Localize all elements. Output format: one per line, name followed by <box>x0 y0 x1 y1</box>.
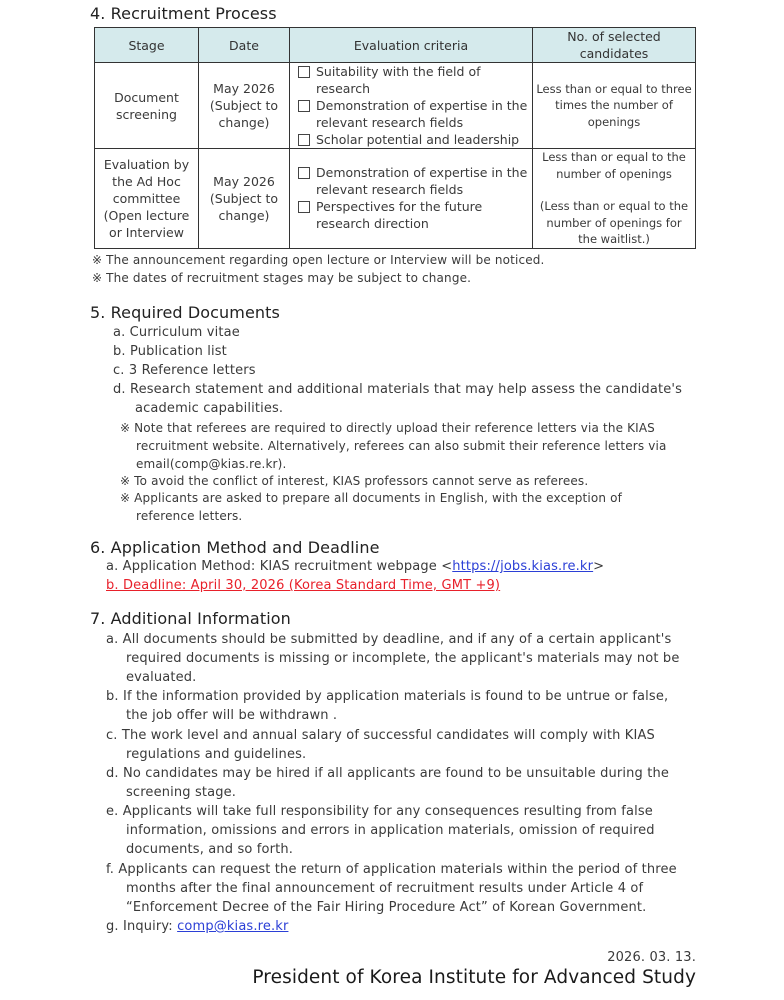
info-item-e-cont: information, omissions and errors in application materials, omission of required <box>126 823 655 838</box>
criteria-item: Demonstration of expertise in the relevant research fields <box>298 164 529 198</box>
info-item-c: c. The work level and annual salary of successful candidates will comply with KIAS <box>106 728 655 743</box>
section-7-heading: 7. Additional Information <box>90 609 291 628</box>
deadline-text: b. Deadline: April 30, 2026 (Korea Standard Time, GMT +9) <box>106 578 501 593</box>
note-conflict-of-interest: ※ To avoid the conflict of interest, KIAS professors cannot serve as referees. <box>120 474 589 488</box>
header-stage: Stage <box>95 28 199 63</box>
info-item-c-cont: regulations and guidelines. <box>126 747 307 762</box>
stage-cell: Document screening <box>95 63 199 149</box>
header-evaluation-criteria: Evaluation criteria <box>290 28 533 63</box>
criteria-item: Perspectives for the future research direction <box>298 198 529 232</box>
jobs-link[interactable]: https://jobs.kias.re.kr <box>452 559 594 574</box>
note-english-documents: ※ Applicants are asked to prepare all documents in English, with the exception of <box>120 491 622 505</box>
info-item-b-cont: the job offer will be withdrawn . <box>126 708 338 723</box>
table-header-row <box>95 28 696 63</box>
info-item-f-cont2: “Enforcement Decree of the Fair Hiring Procedure Act” of Korean Government. <box>126 900 647 915</box>
info-item-a: a. All documents should be submitted by deadline, and if any of a certain applicant's <box>106 632 672 647</box>
info-item-e: e. Applicants will take full responsibility for any consequences resulting from false <box>106 804 653 819</box>
criteria-cell <box>290 63 533 149</box>
note-english-documents-cont: reference letters. <box>136 509 243 523</box>
doc-item-d-cont: academic capabilities. <box>135 401 284 416</box>
checkbox-icon <box>298 134 310 146</box>
doc-item-a: a. Curriculum vitae <box>113 325 240 340</box>
section-6-heading: 6. Application Method and Deadline <box>90 538 380 557</box>
doc-item-c: c. 3 Reference letters <box>113 363 256 378</box>
announcement-date: 2026. 03. 13. <box>607 950 696 965</box>
section-4-heading: 4. Recruitment Process <box>90 4 277 23</box>
table-row <box>95 149 696 249</box>
inquiry-email-link[interactable]: comp@kias.re.kr <box>177 919 289 934</box>
info-item-d-cont: screening stage. <box>126 785 237 800</box>
signature: President of Korea Institute for Advanced Study <box>252 967 696 988</box>
note-referees-upload: ※ Note that referees are required to directly upload their reference letters via the KIAS <box>120 421 655 435</box>
info-item-a-cont: required documents is missing or incomplete, the applicant's materials may not be <box>126 651 680 666</box>
selected-cell: Less than or equal to the number of openings (Less than or equal to the number of openings for the waitlist.) <box>533 149 696 249</box>
info-item-d: d. No candidates may be hired if all applicants are found to be unsuitable during the <box>106 766 670 781</box>
info-item-b: b. If the information provided by application materials is found to be untrue or false, <box>106 689 669 704</box>
info-item-a-cont2: evaluated. <box>126 670 197 685</box>
criteria-item: Demonstration of expertise in the relevant research fields <box>298 97 529 131</box>
info-item-f: f. Applicants can request the return of application materials within the period of three <box>106 862 677 877</box>
info-item-g: g. Inquiry: comp@kias.re.kr <box>106 919 289 934</box>
note-dates-change: ※ The dates of recruitment stages may be subject to change. <box>92 271 472 285</box>
application-method: a. Application Method: KIAS recruitment webpage <https://jobs.kias.re.kr> <box>106 559 605 574</box>
selected-cell: Less than or equal to three times the number of openings <box>533 63 696 149</box>
checkbox-icon <box>298 201 310 213</box>
doc-item-d: d. Research statement and additional materials that may help assess the candidate's <box>113 382 682 397</box>
note-referees-upload-cont: recruitment website. Alternatively, referees can also submit their reference letters via <box>136 439 667 453</box>
info-item-e-cont2: documents, and so forth. <box>126 842 294 857</box>
doc-item-b: b. Publication list <box>113 344 227 359</box>
criteria-item: Scholar potential and leadership <box>298 131 529 148</box>
header-selected-candidates: No. of selected candidates <box>533 28 696 63</box>
info-item-f-cont: months after the final announcement of recruitment results under Article 4 of <box>126 881 644 896</box>
checkbox-icon <box>298 167 310 179</box>
date-cell: May 2026 (Subject to change) <box>199 149 290 249</box>
stage-cell: Evaluation by the Ad Hoc committee (Open lecture or Interview <box>95 149 199 249</box>
criteria-cell <box>290 149 533 249</box>
date-cell: May 2026 (Subject to change) <box>199 63 290 149</box>
note-referees-upload-email: email(comp@kias.re.kr). <box>136 457 287 471</box>
note-open-lecture: ※ The announcement regarding open lecture or Interview will be noticed. <box>92 253 545 267</box>
section-5-heading: 5. Required Documents <box>90 303 280 322</box>
checkbox-icon <box>298 100 310 112</box>
recruitment-process-table <box>94 27 696 249</box>
checkbox-icon <box>298 66 310 78</box>
criteria-item: Suitability with the field of research <box>298 63 529 97</box>
table-row <box>95 63 696 149</box>
header-date: Date <box>199 28 290 63</box>
